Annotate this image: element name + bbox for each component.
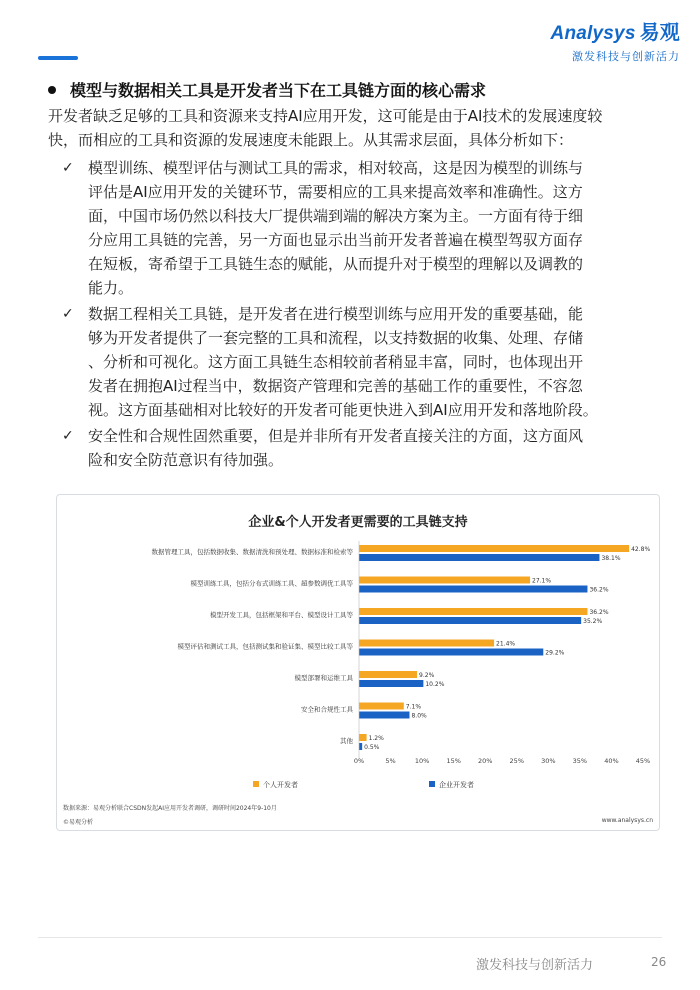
- data-label: 36.2%: [589, 609, 609, 616]
- x-tick-label: 0%: [353, 757, 365, 765]
- bar-enterprise: [359, 743, 362, 750]
- checkmark-icon: ✓: [62, 160, 74, 176]
- category-label: 模型开发工具，包括框架和平台、模型设计工具等: [210, 611, 353, 619]
- chart-title: 企业&个人开发者更需要的工具链支持: [248, 515, 468, 530]
- data-label: 21.4%: [496, 640, 516, 648]
- bar-individual: [359, 734, 367, 741]
- chart-source-note: 数据来源：易观分析联合CSDN发起AI应用开发者调研，调研时间2024年9-10月: [63, 805, 277, 812]
- bullet-line: 险和安全防范意识有待加强。: [88, 451, 284, 469]
- data-label: 38.1%: [601, 555, 621, 562]
- bar-individual: [359, 703, 404, 710]
- category-label: 模型训练工具，包括分布式训练工具、超参数调优工具等: [190, 579, 353, 588]
- data-label: 10.2%: [425, 681, 445, 688]
- legend-swatch: [253, 781, 259, 787]
- chart-canvas: [57, 495, 659, 795]
- data-label: 7.1%: [405, 703, 422, 711]
- x-tick-label: 40%: [604, 757, 619, 765]
- bullet-line: 数据工程相关工具链，是开发者在进行模型训练与应用开发的重要基础，能: [88, 305, 584, 323]
- bar-enterprise: [359, 554, 599, 561]
- toolchain-chart: [56, 494, 660, 831]
- chart-copyright: ©易观分析: [63, 819, 94, 826]
- bar-individual: [359, 671, 417, 678]
- section-heading: [48, 78, 486, 101]
- bullet-line: 够为开发者提供了一套完整的工具和流程，以支持数据的收集、处理、存储: [88, 329, 584, 347]
- checkmark-icon: ✓: [62, 306, 74, 322]
- x-tick-label: 20%: [477, 757, 493, 765]
- footer-slogan: 激发科技与创新活力: [476, 958, 594, 973]
- x-tick-label: 30%: [541, 757, 556, 765]
- x-tick-label: 15%: [446, 757, 461, 765]
- logo-tagline: 激发科技与创新活力: [572, 50, 680, 63]
- bullet-item-1: [62, 156, 668, 300]
- x-tick-label: 35%: [572, 757, 588, 765]
- category-label: 其他: [340, 737, 353, 745]
- header-accent-bar: [38, 56, 78, 60]
- category-label: 模型部署和运维工具: [294, 674, 353, 682]
- bullet-line: 分应用工具链的完善，另一方面也显示出当前开发者普遍在模型驾驭方面存: [88, 231, 584, 249]
- bar-enterprise: [359, 712, 409, 719]
- bullet-line: 能力。: [88, 279, 134, 297]
- bullet-line: 面，中国市场仍然以科技大厂提供端到端的解决方案为主。一方面有待于细: [88, 207, 584, 225]
- intro-line: 开发者缺乏足够的工具和资源来支持AI应用开发，这可能是由于AI技术的发展速度较: [48, 107, 603, 125]
- bar-individual: [359, 545, 629, 552]
- intro-line: 快，而相应的工具和资源的发展速度未能跟上。从其需求层面，具体分析如下：: [48, 131, 574, 149]
- data-label: 8.0%: [411, 712, 427, 720]
- data-label: 42.8%: [631, 546, 651, 553]
- legend-swatch: [429, 781, 435, 787]
- analysys-logo: [551, 16, 680, 64]
- intro-paragraph: [48, 104, 666, 152]
- section-heading-text: 模型与数据相关工具是开发者当下在工具链方面的核心需求: [70, 81, 487, 100]
- checkmark-icon: ✓: [62, 428, 74, 444]
- page-number: 26: [651, 955, 667, 969]
- bar-individual: [359, 640, 494, 647]
- x-tick-label: 45%: [635, 757, 651, 765]
- bar-individual: [359, 608, 587, 615]
- category-label: 安全和合规性工具: [301, 705, 353, 714]
- data-label: 35.2%: [583, 618, 603, 625]
- bar-individual: [359, 577, 530, 584]
- data-label: 1.2%: [368, 735, 384, 742]
- legend-label: 个人开发者: [263, 781, 298, 789]
- bullet-line: 在短板，寄希望于工具链生态的赋能，从而提升对于模型的理解以及调教的: [88, 255, 584, 273]
- data-label: 9.2%: [419, 672, 435, 679]
- logo-wordmark: Analysys 易观: [550, 22, 680, 44]
- footer-divider: [38, 937, 662, 938]
- bar-enterprise: [359, 586, 587, 593]
- bullet-line: 安全性和合规性固然重要，但是并非所有开发者直接关注的方面，这方面风: [88, 427, 584, 445]
- bar-enterprise: [359, 617, 581, 624]
- chart-website: www.analysys.cn: [601, 817, 653, 824]
- bullet-line: 视。这方面基础相对比较好的开发者可能更快进入到AI应用开发和落地阶段。: [88, 401, 598, 419]
- bullet-dot-icon: [48, 86, 56, 94]
- x-tick-label: 5%: [385, 757, 396, 765]
- data-label: 36.2%: [589, 586, 609, 594]
- bullet-line: 模型训练、模型评估与测试工具的需求，相对较高，这是因为模型的训练与: [88, 159, 584, 177]
- category-label: 模型评估和测试工具，包括测试集和验证集、模型比较工具等: [177, 642, 353, 651]
- bullet-item-3: [62, 424, 668, 472]
- bar-enterprise: [359, 680, 423, 687]
- x-tick-label: 25%: [509, 757, 525, 765]
- bullet-line: 评估是AI应用开发的关键环节，需要相应的工具来提高效率和准确性。这方: [88, 183, 583, 201]
- bullet-line: 、分析和可视化。这方面工具链生态相较前者稍显丰富，同时，也体现出开: [88, 353, 584, 371]
- data-label: 0.5%: [364, 744, 380, 751]
- category-label: 数据管理工具，包括数据收集、数据清洗和预处理、数据标准和检索等: [151, 548, 353, 556]
- data-label: 29.2%: [545, 649, 565, 657]
- data-label: 27.1%: [532, 577, 552, 585]
- bullet-list: [62, 156, 668, 474]
- bar-enterprise: [359, 649, 543, 656]
- bullet-line: 发者在拥抱AI过程当中，数据资产管理和完善的基础工作的重要性，不容忽: [88, 377, 583, 395]
- legend-label: 企业开发者: [439, 781, 474, 789]
- bullet-item-2: [62, 302, 668, 422]
- x-tick-label: 10%: [414, 757, 430, 765]
